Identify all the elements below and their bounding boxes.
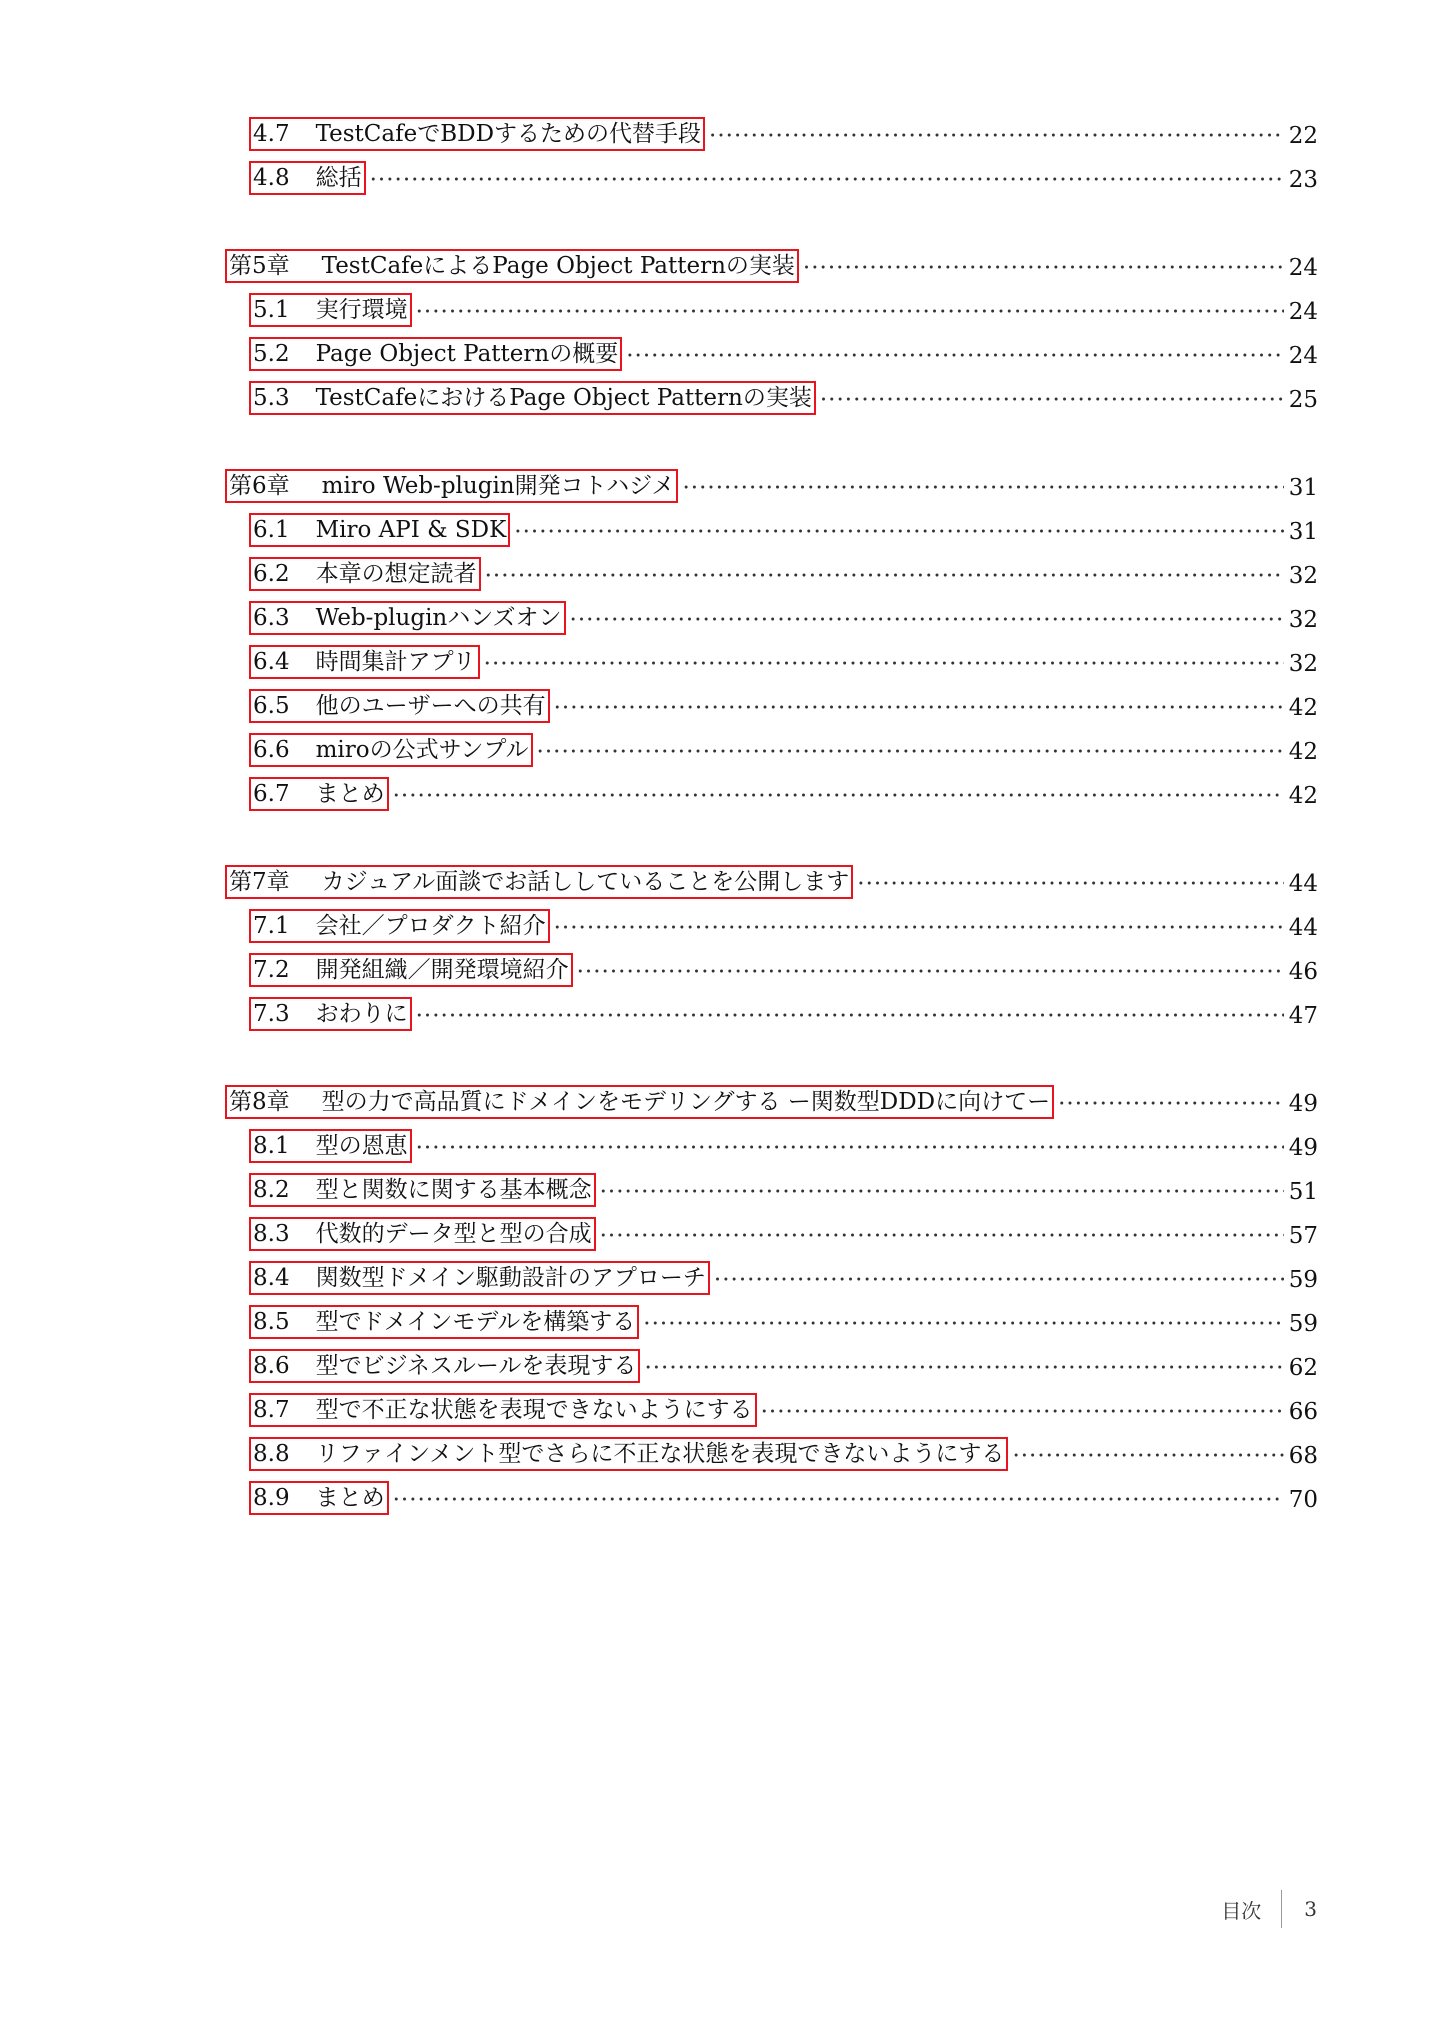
toc-page-number: 23 — [1288, 167, 1318, 193]
toc-page-number: 31 — [1288, 475, 1318, 501]
toc-section-row — [225, 684, 1318, 728]
toc-section-row — [225, 332, 1318, 376]
toc-chapter-row — [225, 464, 1318, 508]
leader-dots — [600, 1177, 1284, 1207]
toc-section-row — [225, 112, 1318, 156]
toc-entry-number: 6.2 — [253, 561, 290, 587]
toc-entry-number: 8.9 — [253, 1485, 290, 1511]
leader-dots — [1058, 1089, 1284, 1119]
toc-chapter-link[interactable] — [225, 469, 678, 503]
toc-entry-title: 本章の想定読者 — [315, 561, 477, 587]
toc-entry-title: 型でビジネスルールを表現する — [315, 1353, 637, 1379]
toc-page-number: 49 — [1288, 1135, 1318, 1161]
toc-chapter-link[interactable] — [225, 865, 853, 899]
toc-entry-number: 4.8 — [253, 165, 290, 191]
toc-page-number: 32 — [1288, 607, 1318, 633]
toc-section-link[interactable] — [249, 1129, 412, 1163]
toc-page-number: 49 — [1288, 1091, 1318, 1117]
toc-entry-title: 他のユーザーへの共有 — [315, 693, 546, 719]
toc-entry-number: 4.7 — [253, 121, 290, 147]
toc-entry-number: 6.4 — [253, 649, 290, 675]
toc-entry-number: 7.1 — [253, 913, 290, 939]
leader-dots — [554, 693, 1284, 723]
toc-section-link[interactable] — [249, 909, 550, 943]
toc-entry-title: TestCafeによるPage Object Patternの実装 — [321, 253, 795, 279]
leader-dots — [485, 561, 1284, 591]
toc-entry-title: TestCafeでBDDするための代替手段 — [315, 121, 702, 147]
toc-entry-title: 型で不正な状態を表現できないようにする — [315, 1397, 753, 1423]
toc-page-number: 68 — [1288, 1443, 1318, 1469]
leader-dots — [537, 737, 1284, 767]
toc-section-link[interactable] — [249, 601, 566, 635]
toc-page-number: 22 — [1288, 123, 1318, 149]
toc-entry-number: 6.7 — [253, 781, 290, 807]
toc-section-link[interactable] — [249, 1261, 710, 1295]
table-of-contents — [225, 112, 1318, 1564]
leader-dots — [554, 913, 1284, 943]
toc-section-row — [225, 1300, 1318, 1344]
toc-entry-number: 第7章 — [229, 869, 290, 895]
toc-group — [225, 112, 1318, 200]
toc-section-row — [225, 552, 1318, 596]
toc-section-link[interactable] — [249, 513, 510, 547]
toc-entry-title: Miro API & SDK — [315, 517, 507, 543]
toc-entry-number: 6.3 — [253, 605, 290, 631]
toc-chapter-row — [225, 244, 1318, 288]
toc-entry-number: 8.6 — [253, 1353, 290, 1379]
leader-dots — [643, 1309, 1284, 1339]
toc-page-number: 47 — [1288, 1003, 1318, 1029]
toc-section-row — [225, 1256, 1318, 1300]
footer-page-number: 3 — [1304, 1897, 1317, 1921]
toc-page-number: 31 — [1288, 519, 1318, 545]
toc-section-link[interactable] — [249, 1481, 389, 1515]
toc-page-number: 59 — [1288, 1311, 1318, 1337]
toc-entry-title: 代数的データ型と型の合成 — [315, 1221, 592, 1247]
leader-dots — [570, 605, 1284, 635]
leader-dots — [644, 1353, 1284, 1383]
toc-page-number: 24 — [1288, 299, 1318, 325]
toc-page-number: 42 — [1288, 739, 1318, 765]
toc-section-link[interactable] — [249, 777, 389, 811]
toc-page-number: 42 — [1288, 695, 1318, 721]
page-footer — [1221, 1890, 1317, 1928]
toc-entry-number: 7.2 — [253, 957, 290, 983]
footer-divider — [1281, 1890, 1282, 1928]
leader-dots — [626, 341, 1284, 371]
leader-dots — [514, 517, 1284, 547]
toc-entry-number: 8.4 — [253, 1265, 290, 1291]
toc-page-number: 59 — [1288, 1267, 1318, 1293]
toc-section-link[interactable] — [249, 997, 412, 1031]
toc-entry-title: 型でドメインモデルを構築する — [315, 1309, 636, 1335]
leader-dots — [393, 1485, 1284, 1515]
toc-entry-title: 時間集計アプリ — [315, 649, 476, 675]
toc-section-row — [225, 1476, 1318, 1520]
toc-entry-title: まとめ — [315, 781, 385, 807]
toc-section-link[interactable] — [249, 953, 573, 987]
toc-page-number: 24 — [1288, 255, 1318, 281]
toc-section-link[interactable] — [249, 381, 816, 415]
toc-entry-title: カジュアル面談でお話ししていることを公開します — [321, 869, 850, 895]
toc-section-link[interactable] — [249, 337, 622, 371]
leader-dots — [600, 1221, 1284, 1251]
toc-entry-title: Page Object Patternの概要 — [315, 341, 619, 367]
leader-dots — [714, 1265, 1284, 1295]
leader-dots — [416, 297, 1284, 327]
toc-section-link[interactable] — [249, 1305, 639, 1339]
toc-page-number: 32 — [1288, 563, 1318, 589]
leader-dots — [820, 385, 1284, 415]
toc-section-link[interactable] — [249, 117, 705, 151]
toc-entry-number: 6.6 — [253, 737, 290, 763]
toc-section-link[interactable] — [249, 161, 366, 195]
toc-group — [225, 1080, 1318, 1520]
toc-section-link[interactable] — [249, 645, 480, 679]
toc-chapter-row — [225, 1080, 1318, 1124]
toc-chapter-link[interactable] — [225, 1085, 1054, 1119]
toc-section-row — [225, 772, 1318, 816]
leader-dots — [1012, 1441, 1284, 1471]
toc-section-row — [225, 904, 1318, 948]
toc-entry-title: 型の恩恵 — [315, 1133, 408, 1159]
toc-entry-number: 第8章 — [229, 1089, 290, 1115]
toc-section-link[interactable] — [249, 689, 550, 723]
toc-entry-number: 8.7 — [253, 1397, 290, 1423]
leader-dots — [577, 957, 1284, 987]
toc-entry-number: 5.3 — [253, 385, 290, 411]
toc-entry-number: 第6章 — [229, 473, 290, 499]
toc-entry-title: 会社／プロダクト紹介 — [315, 913, 546, 939]
toc-entry-number: 8.2 — [253, 1177, 290, 1203]
toc-section-row — [225, 1124, 1318, 1168]
toc-entry-title: 型と関数に関する基本概念 — [315, 1177, 592, 1203]
toc-entry-title: おわりに — [315, 1001, 408, 1027]
toc-section-row — [225, 1168, 1318, 1212]
toc-entry-title: miroの公式サンプル — [315, 737, 529, 763]
leader-dots — [370, 165, 1284, 195]
toc-group — [225, 244, 1318, 420]
toc-section-row — [225, 948, 1318, 992]
leader-dots — [682, 473, 1284, 503]
toc-section-link[interactable] — [249, 293, 412, 327]
leader-dots — [709, 121, 1284, 151]
toc-section-row — [225, 156, 1318, 200]
toc-section-row — [225, 288, 1318, 332]
toc-chapter-link[interactable] — [225, 249, 799, 283]
toc-section-link[interactable] — [249, 1349, 640, 1383]
toc-entry-number: 第5章 — [229, 253, 290, 279]
leader-dots — [857, 869, 1284, 899]
toc-section-row — [225, 1432, 1318, 1476]
toc-entry-number: 6.1 — [253, 517, 290, 543]
toc-section-row — [225, 640, 1318, 684]
toc-group — [225, 860, 1318, 1036]
toc-entry-number: 7.3 — [253, 1001, 290, 1027]
toc-page-number: 44 — [1288, 871, 1318, 897]
toc-page-number: 62 — [1288, 1355, 1318, 1381]
toc-entry-number: 8.1 — [253, 1133, 290, 1159]
leader-dots — [761, 1397, 1284, 1427]
toc-section-link[interactable] — [249, 1437, 1008, 1471]
leader-dots — [803, 253, 1284, 283]
toc-chapter-row — [225, 860, 1318, 904]
toc-page-number: 46 — [1288, 959, 1318, 985]
toc-page-number: 57 — [1288, 1223, 1318, 1249]
toc-section-row — [225, 1344, 1318, 1388]
toc-section-link[interactable] — [249, 1393, 757, 1427]
toc-section-link[interactable] — [249, 1217, 596, 1251]
toc-page-number: 25 — [1288, 387, 1318, 413]
footer-section-label: 目次 — [1221, 1898, 1262, 1923]
toc-entry-title: 開発組織／開発環境紹介 — [315, 957, 569, 983]
toc-entry-title: 総括 — [315, 165, 362, 191]
toc-entry-title: TestCafeにおけるPage Object Patternの実装 — [315, 385, 812, 411]
toc-section-link[interactable] — [249, 733, 533, 767]
toc-entry-number: 5.1 — [253, 297, 290, 323]
toc-entry-number: 8.8 — [253, 1441, 290, 1467]
toc-entry-title: Web-pluginハンズオン — [315, 605, 562, 631]
leader-dots — [484, 649, 1284, 679]
leader-dots — [416, 1001, 1284, 1031]
toc-group — [225, 464, 1318, 816]
toc-section-row — [225, 376, 1318, 420]
toc-entry-number: 5.2 — [253, 341, 290, 367]
toc-page-number: 42 — [1288, 783, 1318, 809]
toc-entry-title: リファインメント型でさらに不正な状態を表現できないようにする — [315, 1441, 1005, 1467]
leader-dots — [393, 781, 1284, 811]
toc-section-row — [225, 1388, 1318, 1432]
toc-entry-title: まとめ — [315, 1485, 385, 1511]
toc-entry-number: 6.5 — [253, 693, 290, 719]
toc-section-row — [225, 1212, 1318, 1256]
toc-entry-number: 8.3 — [253, 1221, 290, 1247]
toc-section-link[interactable] — [249, 557, 481, 591]
toc-section-row — [225, 992, 1318, 1036]
toc-page-number: 70 — [1288, 1487, 1318, 1513]
toc-section-row — [225, 508, 1318, 552]
toc-page-number: 51 — [1288, 1179, 1318, 1205]
toc-entry-title: miro Web-plugin開発コトハジメ — [321, 473, 675, 499]
toc-entry-title: 型の力で高品質にドメインをモデリングする ー関数型DDDに向けてー — [321, 1089, 1051, 1115]
toc-page-number: 66 — [1288, 1399, 1318, 1425]
toc-page-number: 44 — [1288, 915, 1318, 941]
toc-entry-number: 8.5 — [253, 1309, 290, 1335]
toc-section-link[interactable] — [249, 1173, 596, 1207]
toc-page-number: 32 — [1288, 651, 1318, 677]
toc-section-row — [225, 728, 1318, 772]
toc-page-number: 24 — [1288, 343, 1318, 369]
leader-dots — [416, 1133, 1284, 1163]
toc-entry-title: 関数型ドメイン駆動設計のアプローチ — [315, 1265, 706, 1291]
toc-section-row — [225, 596, 1318, 640]
toc-entry-title: 実行環境 — [315, 297, 408, 323]
